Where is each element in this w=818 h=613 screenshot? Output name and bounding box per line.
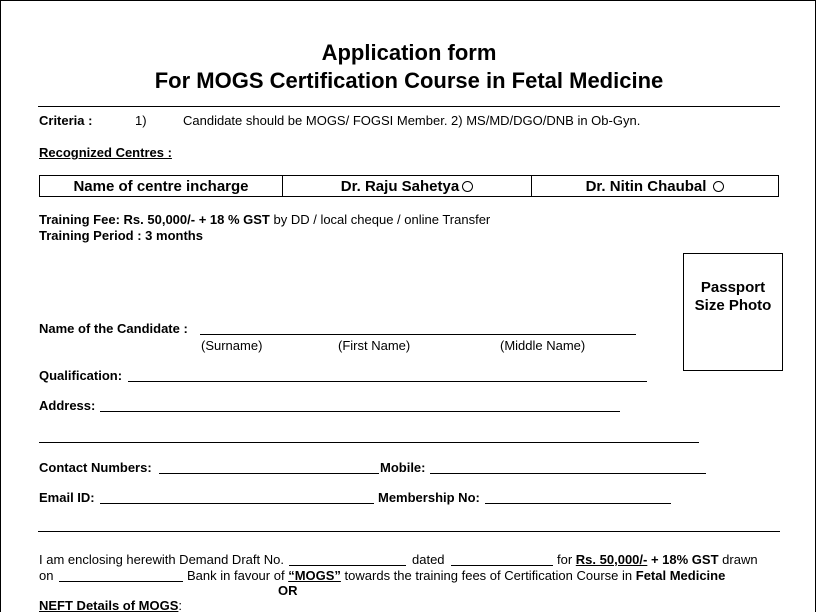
- amount-text: Rs. 50,000/-: [575, 552, 648, 567]
- title-separator: [38, 106, 780, 107]
- centre-option-sahetya[interactable]: [282, 176, 531, 196]
- membership-label: Membership No:: [378, 490, 480, 505]
- training-fee-amount: Rs. 50,000/- + 18 % GST: [123, 212, 270, 227]
- centre-option-label: Dr. Nitin Chaubal: [585, 177, 707, 195]
- mobile-label: Mobile:: [380, 460, 426, 475]
- course-text: Fetal Medicine: [635, 568, 726, 583]
- bank-row: [187, 568, 725, 583]
- amount-row: [557, 552, 758, 567]
- training-fee-method: by DD / local cheque / online Transfer: [273, 212, 491, 227]
- candidate-name-label: Name of the Candidate :: [39, 321, 188, 336]
- photo-label-line2: Size Photo: [694, 297, 772, 314]
- radio-circle-icon[interactable]: [713, 181, 724, 192]
- training-fee-row: [39, 212, 490, 227]
- surname-hint: (Surname): [201, 338, 263, 353]
- candidate-name-field[interactable]: [200, 334, 636, 335]
- dd-number-field[interactable]: [289, 565, 406, 566]
- address-label: Address:: [39, 398, 96, 413]
- contact-label: Contact Numbers:: [39, 460, 152, 475]
- training-period: Training Period : 3 months: [39, 228, 203, 243]
- first-name-hint: (First Name): [338, 338, 411, 353]
- qualification-field[interactable]: [128, 381, 647, 382]
- or-text: OR: [278, 583, 298, 598]
- address-field-line2[interactable]: [39, 442, 699, 443]
- centre-table: [39, 175, 779, 197]
- membership-field[interactable]: [485, 503, 671, 504]
- photo-label: [684, 279, 782, 315]
- photo-label-line1: Passport: [700, 279, 766, 296]
- gst-text: + 18% GST: [650, 552, 719, 567]
- criteria-number: 1): [135, 113, 147, 128]
- mogs-name: “MOGS”: [288, 568, 341, 583]
- dd-text: I am enclosing herewith Demand Draft No.: [39, 552, 284, 567]
- form-title-line2: For MOGS Certification Course in Fetal Medicine: [154, 68, 664, 93]
- training-fee-label: Training Fee:: [39, 212, 120, 227]
- passport-photo-box[interactable]: [683, 253, 783, 371]
- email-field[interactable]: [100, 503, 374, 504]
- radio-circle-icon[interactable]: [462, 181, 473, 192]
- criteria-text: Candidate should be MOGS/ FOGSI Member. 2) MS/MD/DGO/DNB in Ob-Gyn.: [183, 113, 641, 128]
- middle-name-hint: (Middle Name): [500, 338, 586, 353]
- towards-text: towards the training fees of Certification Course in: [344, 568, 633, 583]
- section-separator: [38, 531, 780, 532]
- bank-name-field[interactable]: [59, 581, 183, 582]
- neft-colon: :: [178, 598, 183, 613]
- email-label: Email ID:: [39, 490, 95, 505]
- qualification-label: Qualification:: [39, 368, 123, 383]
- for-text: for: [557, 552, 573, 567]
- criteria-label: Criteria :: [39, 113, 93, 128]
- centre-col-header: Name of centre incharge: [73, 177, 249, 195]
- drawn-text: drawn: [722, 552, 758, 567]
- contact-field[interactable]: [159, 473, 379, 474]
- neft-row: [39, 598, 182, 613]
- bank-text: Bank in favour of: [187, 568, 285, 583]
- mobile-field[interactable]: [430, 473, 706, 474]
- on-text: on: [39, 568, 54, 583]
- recognized-centres-heading: Recognized Centres :: [39, 145, 172, 160]
- address-field-line1[interactable]: [100, 411, 620, 412]
- centre-option-chaubal[interactable]: [531, 176, 778, 196]
- dated-text: dated: [412, 552, 445, 567]
- dd-date-field[interactable]: [451, 565, 553, 566]
- neft-label: NEFT Details of MOGS: [39, 598, 179, 613]
- centre-option-label: Dr. Raju Sahetya: [340, 177, 460, 195]
- form-title-line1: Application form: [321, 40, 497, 65]
- mogs-text: [288, 568, 341, 583]
